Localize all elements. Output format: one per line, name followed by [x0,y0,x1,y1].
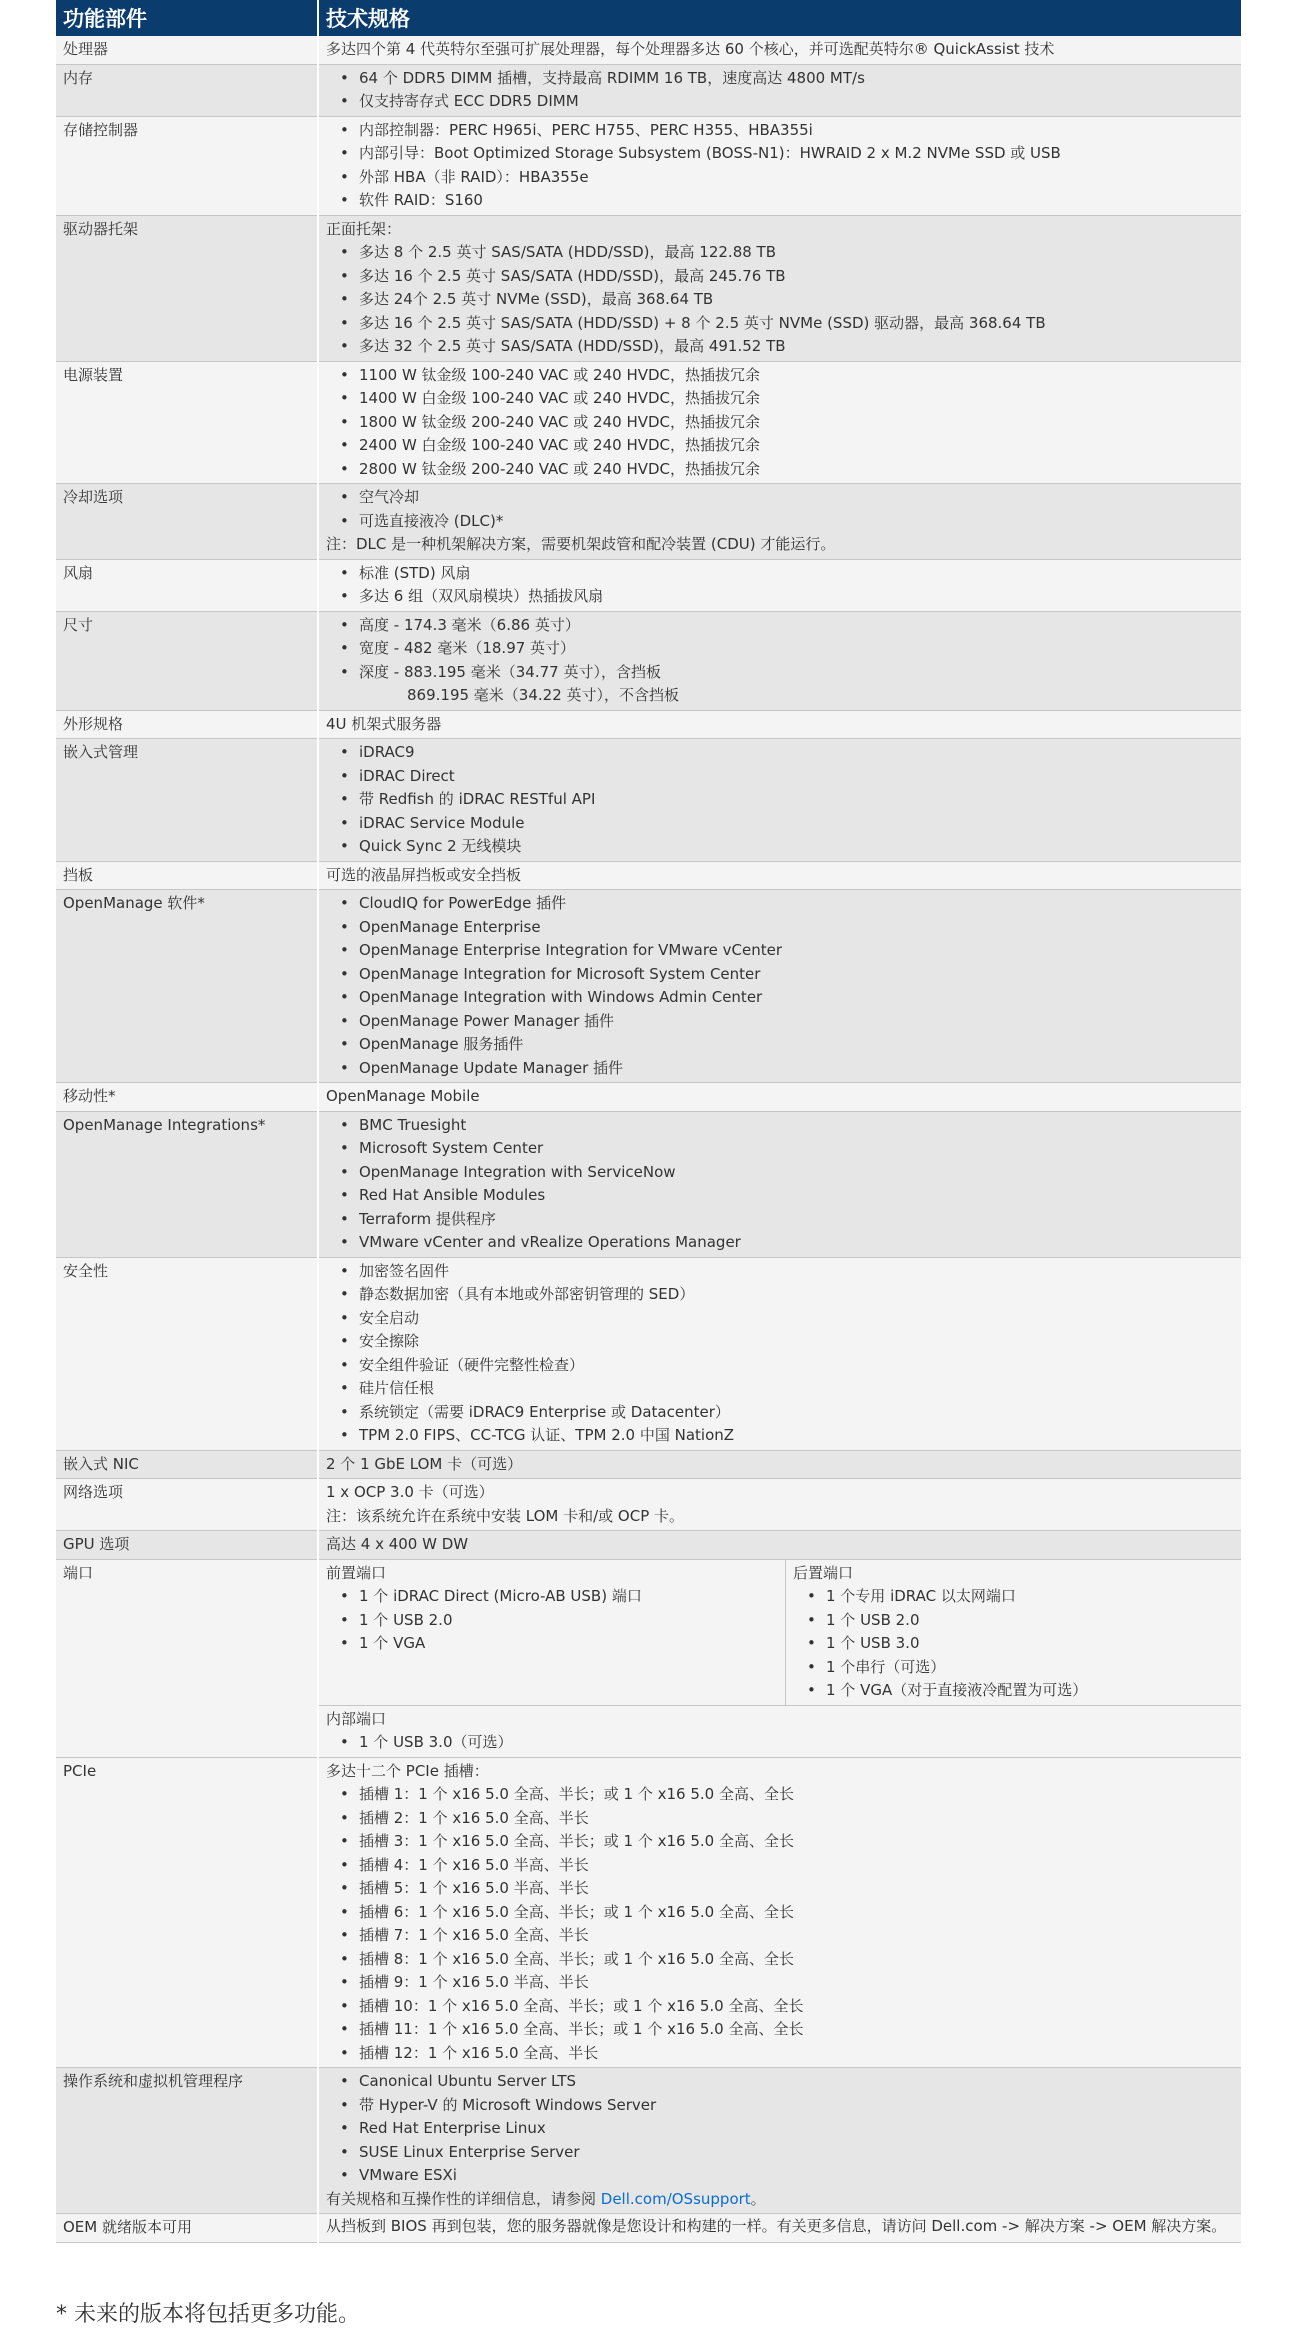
list-item: • 插槽 2：1 个 x16 5.0 全高、半长 [340,1807,1235,1831]
intro-text: 多达十二个 PCIe 插槽： [326,1761,489,1780]
bullet-list [326,1585,779,1656]
row-label: GPU 选项 [56,1531,318,1560]
list-item: • 软件 RAID：S160 [340,189,1235,213]
row-ports [56,1559,1241,1757]
list-item: • 安全擦除 [340,1330,1235,1354]
list-item: • 安全组件验证（硬件完整性检查） [340,1354,1235,1378]
list-item: • 系统锁定（需要 iDRAC9 Enterprise 或 Datacenter） [340,1401,1235,1425]
list-item: • 多达 8 个 2.5 英寸 SAS/SATA (HDD/SSD)，最高 122.88 TB [340,241,1235,265]
row-form-factor [56,710,1241,739]
list-item: • 外部 HBA（非 RAID）：HBA355e [340,166,1235,190]
list-item: • 静态数据加密（具有本地或外部密钥管理的 SED） [340,1283,1235,1307]
list-item: • 1 个 USB 3.0（可选） [340,1731,1235,1755]
list-item: • 1100 W 钛金级 100-240 VAC 或 240 HVDC，热插拔冗余 [340,364,1235,388]
os-support-link[interactable]: Dell.com/OSsupport [600,2189,751,2208]
list-item: • 插槽 6：1 个 x16 5.0 全高、半长；或 1 个 x16 5.0 全高、全长 [340,1901,1235,1925]
row-value: 2 个 1 GbE LOM 卡（可选） [318,1450,1241,1479]
row-label: 存储控制器 [56,116,318,215]
row-value [318,64,1241,116]
row-openmanage-integrations [56,1111,1241,1257]
row-drive-bays [56,215,1241,361]
list-item: • iDRAC Service Module [340,812,1235,836]
list-item: • 1 个 USB 2.0 [807,1609,1235,1633]
bullet-list [326,1114,1235,1255]
list-item: • Canonical Ubuntu Server LTS [340,2070,1235,2094]
list-item: • 插槽 3：1 个 x16 5.0 全高、半长；或 1 个 x16 5.0 全高、全长 [340,1830,1235,1854]
list-item: • OpenManage Update Manager 插件 [340,1057,1235,1081]
list-item: • 宽度 - 482 毫米（18.97 英寸） [340,637,1235,661]
list-item: • 2800 W 钛金级 200-240 VAC 或 240 HVDC，热插拔冗余 [340,458,1235,482]
bullet-list [326,741,1235,859]
list-item: • Microsoft System Center [340,1137,1235,1161]
row-value [318,1559,1241,1757]
row-gpu-options [56,1531,1241,1560]
row-label: 嵌入式 NIC [56,1450,318,1479]
list-item: • 1 个专用 iDRAC 以太网端口 [807,1585,1235,1609]
row-power-supply [56,361,1241,484]
row-storage-controller [56,116,1241,215]
list-item: • 插槽 4：1 个 x16 5.0 半高、半长 [340,1854,1235,1878]
list-item: • 插槽 10：1 个 x16 5.0 全高、半长；或 1 个 x16 5.0 全高、全长 [340,1995,1235,2019]
table-header [56,0,1241,36]
list-item: • 多达 24个 2.5 英寸 NVMe (SSD)，最高 368.64 TB [340,288,1235,312]
list-item: • 带 Redfish 的 iDRAC RESTful API [340,788,1235,812]
row-network-options [56,1479,1241,1531]
bullet-list [793,1585,1235,1703]
row-label: 嵌入式管理 [56,739,318,862]
rear-ports [786,1560,1241,1705]
internal-ports [319,1705,1241,1757]
list-item: • 1 个串行（可选） [807,1656,1235,1680]
list-item: • 内部引导：Boot Optimized Storage Subsystem (BOSS-N1)：HWRAID 2 x M.2 NVMe SSD 或 USB [340,142,1235,166]
row-label: OpenManage Integrations* [56,1111,318,1257]
os-note-prefix: 有关规格和互操作性的详细信息，请参阅 [326,2189,601,2208]
list-item: • 硅片信任根 [340,1377,1235,1401]
list-item: • 2400 W 白金级 100-240 VAC 或 240 HVDC，热插拔冗余 [340,434,1235,458]
row-value: 高达 4 x 400 W DW [318,1531,1241,1560]
list-item: • 空气冷却 [340,486,1235,510]
rear-ports-title: 后置端口 [793,1563,854,1582]
row-value: OpenManage Mobile [318,1083,1241,1112]
internal-ports-title: 内部端口 [326,1709,387,1728]
footnote: * 未来的版本将包括更多功能。 [56,2302,360,2327]
front-ports-title: 前置端口 [326,1563,387,1582]
note-text: 注：DLC 是一种机架解决方案，需要机架歧管和配冷装置 (CDU) 才能运行。 [326,535,836,553]
list-item: • 仅支持寄存式 ECC DDR5 DIMM [340,90,1235,114]
row-label: 移动性* [56,1083,318,1112]
list-item: • 多达 32 个 2.5 英寸 SAS/SATA (HDD/SSD)，最高 491.52 TB [340,335,1235,359]
row-label: 操作系统和虚拟机管理程序 [56,2068,318,2214]
header-spec: 技术规格 [318,0,1241,36]
row-bezel [56,861,1241,890]
list-item: • 高度 - 174.3 毫米（6.86 英寸） [340,614,1235,638]
row-value: 从挡板到 BIOS 再到包装，您的服务器就像是您设计和构建的一样。有关更多信息，请访问 Dell.com -> 解决方案 -> OEM 解决方案。 [318,2214,1241,2243]
row-label: 电源装置 [56,361,318,484]
row-security [56,1257,1241,1450]
list-item: • OpenManage 服务插件 [340,1033,1235,1057]
list-item: • Quick Sync 2 无线模块 [340,835,1235,859]
list-item: • 多达 16 个 2.5 英寸 SAS/SATA (HDD/SSD) + 8 个 2.5 英寸 NVMe (SSD) 驱动器，最高 368.64 TB [340,312,1235,336]
row-embedded-nic [56,1450,1241,1479]
intro-text: 正面托架： [326,219,402,238]
row-value [318,116,1241,215]
row-label: PCIe [56,1757,318,2068]
list-item: • Red Hat Enterprise Linux [340,2117,1235,2141]
row-value [318,1257,1241,1450]
list-item: • OpenManage Enterprise Integration for VMware vCenter [340,939,1235,963]
row-value [318,890,1241,1083]
row-value: 多达四个第 4 代英特尔至强可扩展处理器，每个处理器多达 60 个核心，并可选配英特尔® QuickAssist 技术 [318,36,1241,64]
bullet-list [326,1731,1235,1755]
row-label: 外形规格 [56,710,318,739]
front-ports [319,1560,786,1705]
list-item: • 标准 (STD) 风扇 [340,562,1235,586]
list-item: • 插槽 8：1 个 x16 5.0 全高、半长；或 1 个 x16 5.0 全高、全长 [340,1948,1235,1972]
bullet-list [326,119,1235,213]
list-item: • BMC Truesight [340,1114,1235,1138]
list-item: • 带 Hyper-V 的 Microsoft Windows Server [340,2094,1235,2118]
list-item: • 1800 W 钛金级 200-240 VAC 或 240 HVDC，热插拔冗余 [340,411,1235,435]
list-item: • Terraform 提供程序 [340,1208,1235,1232]
row-label: 端口 [56,1559,318,1757]
header-feature: 功能部件 [56,0,318,36]
bullet-list [326,562,1235,609]
list-item: • SUSE Linux Enterprise Server [340,2141,1235,2165]
row-value [318,1479,1241,1531]
list-item: • 多达 16 个 2.5 英寸 SAS/SATA (HDD/SSD)，最高 245.76 TB [340,265,1235,289]
list-item: • 1 个 USB 3.0 [807,1632,1235,1656]
list-item: • iDRAC Direct [340,765,1235,789]
row-dimensions [56,611,1241,710]
list-item: • Red Hat Ansible Modules [340,1184,1235,1208]
row-label: 尺寸 [56,611,318,710]
list-item: • OpenManage Power Manager 插件 [340,1010,1235,1034]
list-item: • 插槽 5：1 个 x16 5.0 半高、半长 [340,1877,1235,1901]
row-label: 安全性 [56,1257,318,1450]
row-value [318,611,1241,710]
row-value [318,361,1241,484]
row-pcie [56,1757,1241,2068]
row-mobility [56,1083,1241,1112]
list-item: • 1 个 USB 2.0 [340,1609,779,1633]
row-value [318,484,1241,560]
list-item: • 64 个 DDR5 DIMM 插槽，支持最高 RDIMM 16 TB，速度高达 4800 MT/s [340,67,1235,91]
row-value [318,559,1241,611]
row-fans [56,559,1241,611]
row-label: 挡板 [56,861,318,890]
bullet-list [326,2070,1235,2188]
list-item: • OpenManage Integration for Microsoft System Center [340,963,1235,987]
os-note [326,2188,1235,2212]
list-item: • 1 个 iDRAC Direct (Micro-AB USB) 端口 [340,1585,779,1609]
list-item: • VMware ESXi [340,2164,1235,2188]
list-item: • 插槽 12：1 个 x16 5.0 全高、半长 [340,2042,1235,2066]
row-label: 风扇 [56,559,318,611]
list-item: • 内部控制器：PERC H965i、PERC H755、PERC H355、HBA355i [340,119,1235,143]
list-item: • OpenManage Enterprise [340,916,1235,940]
list-item: • 插槽 11：1 个 x16 5.0 全高、半长；或 1 个 x16 5.0 全高、全长 [340,2018,1235,2042]
list-item: • 安全启动 [340,1307,1235,1331]
row-label: OEM 就绪版本可用 [56,2214,318,2243]
bullet-list [326,1783,1235,2065]
list-item: • OpenManage Integration with ServiceNow [340,1161,1235,1185]
list-item: • 可选直接液冷 (DLC)* [340,510,1235,534]
row-value: 可选的液晶屏挡板或安全挡板 [318,861,1241,890]
row-memory [56,64,1241,116]
list-item: • 插槽 9：1 个 x16 5.0 半高、半长 [340,1971,1235,1995]
row-value [318,739,1241,862]
spec-table [56,0,1241,2243]
row-value [318,2068,1241,2214]
row-embedded-management [56,739,1241,862]
list-item: • CloudIQ for PowerEdge 插件 [340,892,1235,916]
row-cooling [56,484,1241,560]
list-item: • 多达 6 组（双风扇模块）热插拔风扇 [340,585,1235,609]
list-item: • 深度 - 883.195 毫米（34.77 英寸），含挡板 [340,661,1235,685]
network-note: 注：该系统允许在系统中安装 LOM 卡和/或 OCP 卡。 [326,1506,685,1525]
row-label: 冷却选项 [56,484,318,560]
list-item: • 加密签名固件 [340,1260,1235,1284]
os-note-suffix: 。 [750,2189,766,2208]
list-item: • OpenManage Integration with Windows Admin Center [340,986,1235,1010]
depth-extra: 869.195 毫米（34.22 英寸），不含挡板 [407,686,680,704]
row-label: OpenManage 软件* [56,890,318,1083]
bullet-list [326,486,1235,533]
row-value [318,215,1241,361]
bullet-list [326,241,1235,359]
list-item: • VMware vCenter and vRealize Operations Manager [340,1231,1235,1255]
row-value [318,1111,1241,1257]
list-item: • TPM 2.0 FIPS、CC-TCG 认证、TPM 2.0 中国 NationZ [340,1424,1235,1448]
row-cpu [56,36,1241,64]
row-value [318,1757,1241,2068]
row-label: 处理器 [56,36,318,64]
bullet-list [326,614,1235,685]
row-os-hypervisors [56,2068,1241,2214]
list-item: • 1 个 VGA（对于直接液冷配置为可选） [807,1679,1235,1703]
list-item: • 1400 W 白金级 100-240 VAC 或 240 HVDC，热插拔冗余 [340,387,1235,411]
list-item: • 1 个 VGA [340,1632,779,1656]
bullet-list [326,1260,1235,1448]
bullet-list [326,364,1235,482]
row-oem-ready [56,2214,1241,2243]
bullet-list [326,892,1235,1080]
bullet-list [326,67,1235,114]
row-value: 4U 机架式服务器 [318,710,1241,739]
network-line: 1 x OCP 3.0 卡（可选） [326,1483,494,1501]
ports-columns [319,1560,1241,1705]
list-item: • 插槽 7：1 个 x16 5.0 全高、半长 [340,1924,1235,1948]
row-label: 驱动器托架 [56,215,318,361]
list-item: • 插槽 1：1 个 x16 5.0 全高、半长；或 1 个 x16 5.0 全高、全长 [340,1783,1235,1807]
row-openmanage-software [56,890,1241,1083]
row-label: 内存 [56,64,318,116]
list-item: • iDRAC9 [340,741,1235,765]
row-label: 网络选项 [56,1479,318,1531]
